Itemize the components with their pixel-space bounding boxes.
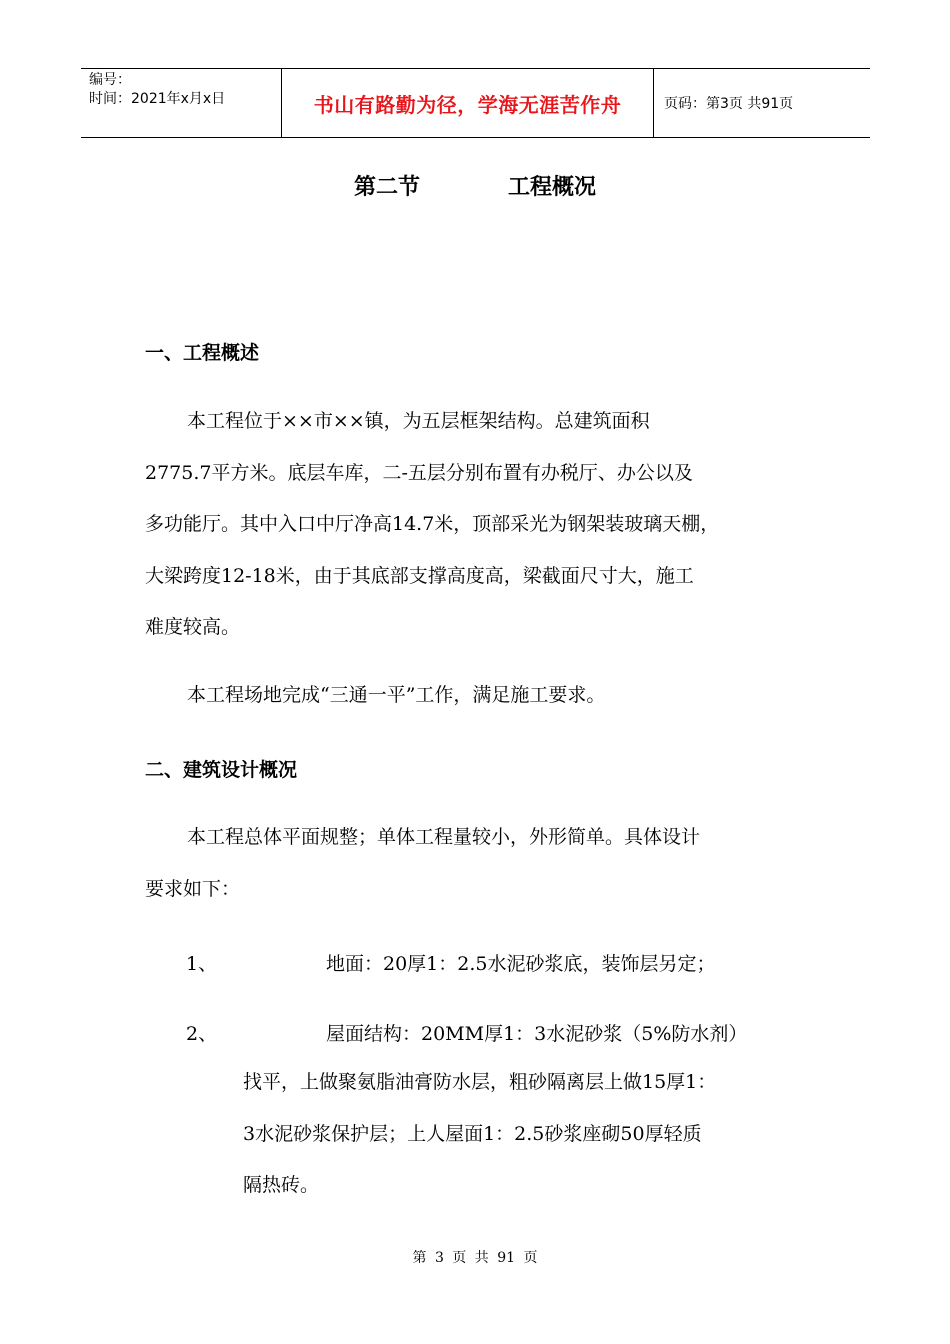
heading-architecture: 二、建筑设计概况: [145, 759, 298, 781]
time-label: 时间：2021年x月x日: [89, 91, 226, 107]
paragraph-line: 难度较高。: [145, 616, 241, 638]
header-meta: [81, 69, 281, 137]
paragraph-line: 本工程场地完成“三通一平”工作，满足施工要求。: [187, 684, 606, 706]
paragraph-line: 2775.7平方米。底层车库，二-五层分别布置有办税厅、办公以及: [145, 461, 693, 484]
number-label: 编号：: [89, 72, 131, 88]
list-item-number: 2、: [186, 1023, 218, 1045]
paragraph-site: [145, 670, 825, 722]
list-item-number: 1、: [186, 953, 218, 975]
paragraph-overview: [145, 396, 825, 654]
paragraph-line: 找平，上做聚氨脂油膏防水层，粗砂隔离层上做15厚1：: [243, 1071, 717, 1093]
paragraph-line: 隔热砖。: [243, 1174, 320, 1196]
header-motto: 书山有路勤为径，学海无涯苦作舟: [281, 69, 654, 137]
paragraph-line: 本工程位于××市××镇，为五层框架结构。总建筑面积: [187, 410, 650, 432]
section-title: [0, 170, 950, 201]
list-item-continuation: [243, 1057, 823, 1212]
paragraph-line: 要求如下：: [145, 877, 241, 900]
section-name: 工程概况: [508, 175, 597, 200]
header-page-info: 页码：第3页 共91页: [664, 96, 794, 112]
page-header: [81, 68, 870, 138]
page-footer: 第 3 页 共 91 页: [412, 1250, 538, 1266]
list-item: [186, 949, 715, 976]
paragraph-line: 大梁跨度12-18米，由于其底部支撑高度高，梁截面尺寸大，施工: [145, 564, 694, 587]
list-item-text: 屋面结构：20MM厚1：3水泥砂浆（5%防水剂）: [326, 1023, 748, 1045]
paragraph-line: 多功能厅。其中入口中厅净高14.7米，顶部采光为钢架装玻璃天棚，: [145, 513, 720, 535]
list-item-text: 地面：20厚1：2.5水泥砂浆底，装饰层另定；: [326, 953, 716, 975]
paragraph-line: 3水泥砂浆保护层；上人屋面1：2.5砂浆座砌50厚轻质: [243, 1122, 702, 1145]
heading-overview: 一、工程概述: [145, 342, 260, 364]
section-number: 第二节: [353, 175, 420, 200]
paragraph-architecture: [145, 812, 825, 915]
paragraph-line: 本工程总体平面规整；单体工程量较小，外形简单。具体设计: [187, 826, 701, 848]
list-item: [186, 1019, 747, 1046]
